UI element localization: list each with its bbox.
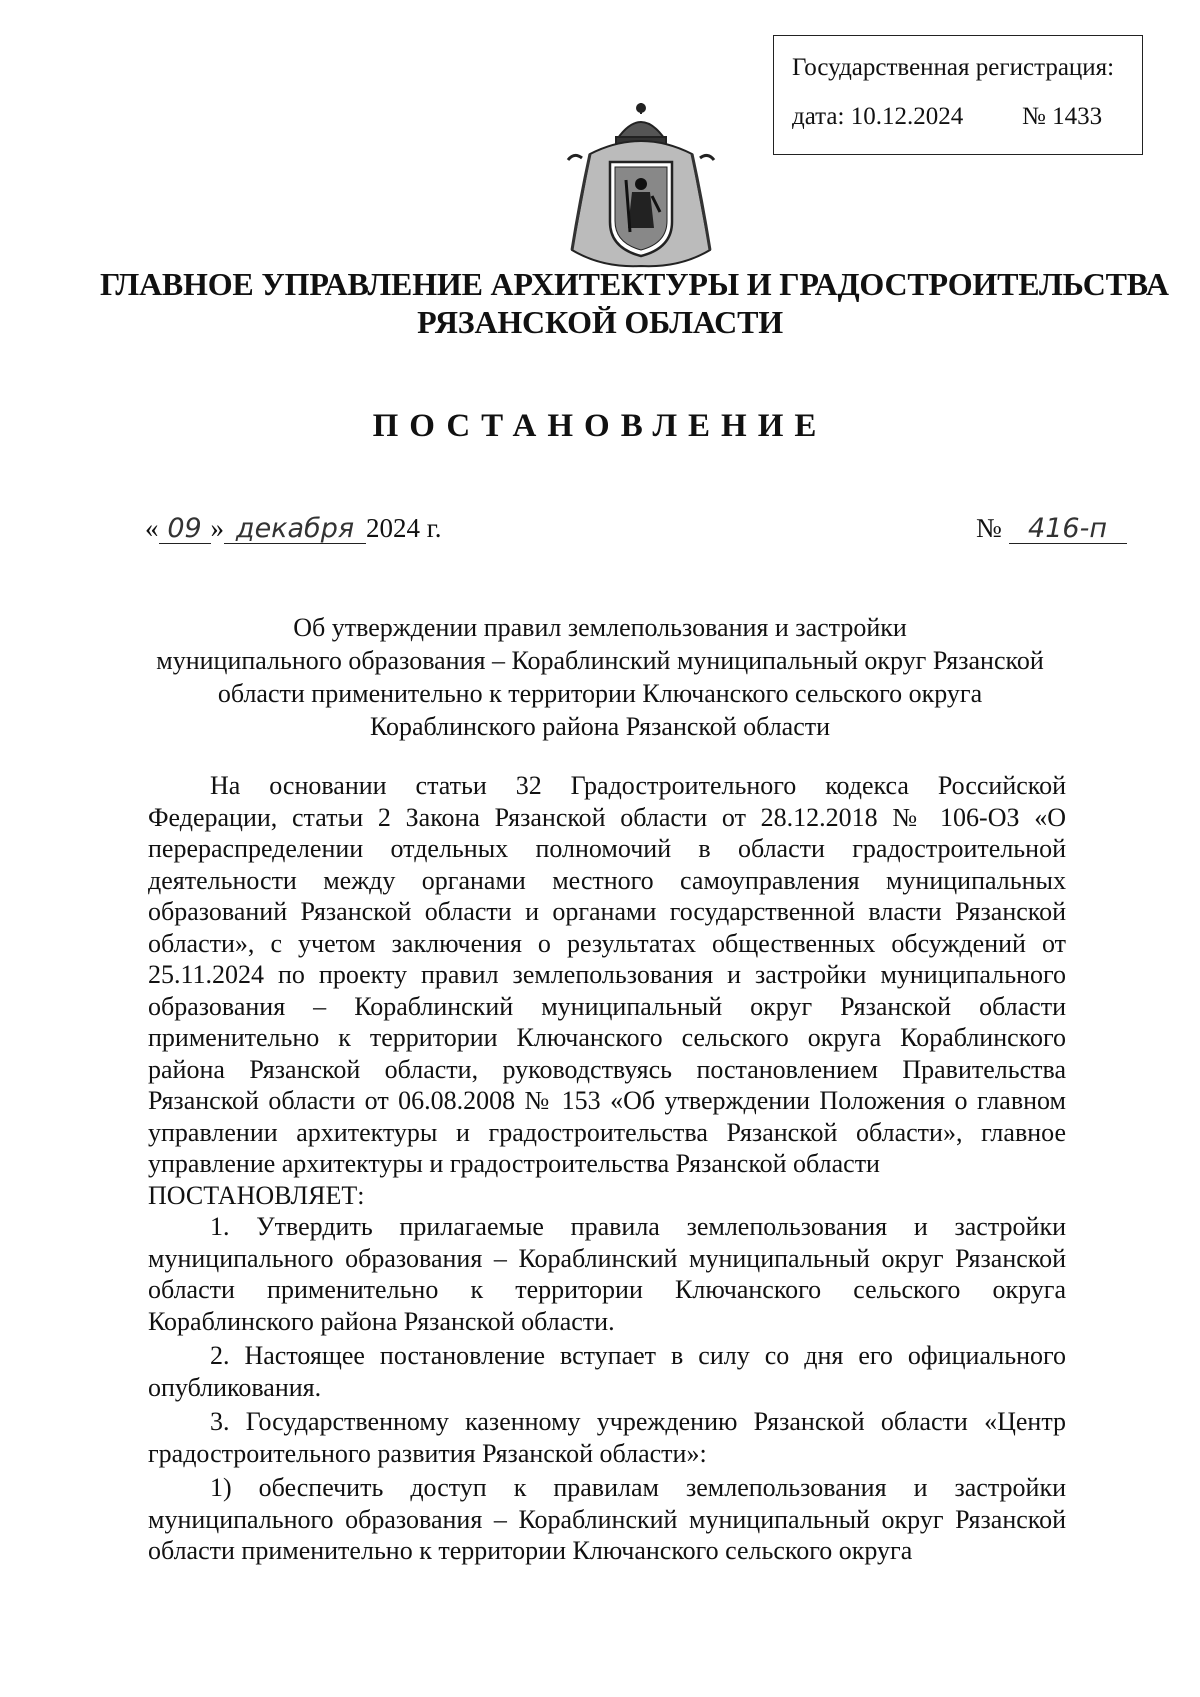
item-1-paragraph: 1. Утвердить прилагаемые правила землепользования и застройки муниципального образования – Кораблинский муниципальный округ Рязанской области применительно к территории Ключанского сельского округа Кораблинского района Рязанской области.	[148, 1212, 1066, 1336]
decree-month: декабря	[224, 515, 366, 544]
registration-number: № 1433	[1022, 103, 1103, 130]
registration-stamp	[773, 35, 1143, 155]
decree-date	[145, 513, 442, 544]
quote-close: »	[210, 513, 224, 543]
organization-name-line2: РЯЗАНСКОЙ ОБЛАСТИ	[417, 304, 783, 340]
number-sign: №	[976, 513, 1002, 543]
item-3-1-paragraph: 1) обеспечить доступ к правилам землепользования и застройки муниципального образования – Кораблинский муниципальный округ Рязанской области применительно к территории Ключанского сельского округа	[148, 1473, 1066, 1565]
subject-line3: области применительно к территории Ключанского сельского округа	[217, 679, 983, 708]
resolves-heading: ПОСТАНОВЛЯЕТ:	[148, 1180, 365, 1210]
organization-name-line1: ГЛАВНОЕ УПРАВЛЕНИЕ АРХИТЕКТУРЫ И ГРАДОСТРОИТЕЛЬСТВА	[100, 266, 1169, 302]
decree-number: 416-п	[1009, 515, 1127, 544]
decree-day: 09	[159, 515, 211, 544]
item-3-paragraph: 3. Государственному казенному учреждению Рязанской области «Центр градостроительного развития Рязанской области»:	[148, 1407, 1066, 1468]
organization-name	[100, 265, 1169, 341]
preamble-paragraph: На основании статьи 32 Градостроительного кодекса Российской Федерации, статьи 2 Закона Рязанской области от 28.12.2018 № 106-ОЗ «О перераспределении отдельных полномочий в области градостроительной деятельности между органами местного самоуправления муниципальных образований Рязанской области и органами государственной власти Рязанской области», с учетом заключения о результатах общественных обсуждений от 25.11.2024 по проекту правил землепользования и застройки муниципального образования – Кораблинский муниципальный округ Рязанской области применительно к территории Ключанского сельского округа Кораблинского района Рязанской области, руководствуясь постановлением Правительства Рязанской области от 06.08.2008 № 153 «Об утверждении Положения о главном управлении архитектуры и градостроительства Рязанской области», главное управление архитектуры и градостроительства Рязанской области	[148, 771, 1066, 1178]
subject-line1: Об утверждении правил землепользования и застройки	[293, 613, 907, 642]
subject-line4: Кораблинского района Рязанской области	[369, 712, 831, 741]
document-body	[148, 770, 1066, 1567]
subject-line2: муниципального образования – Кораблинский муниципальный округ Рязанской	[156, 646, 1044, 675]
registration-date: дата: 10.12.2024	[792, 103, 964, 130]
coat-of-arms-icon	[560, 100, 722, 272]
decree-year: 2024 г.	[366, 513, 442, 543]
document-type: ПОСТАНОВЛЕНИЕ	[372, 408, 828, 444]
item-2-paragraph: 2. Настоящее постановление вступает в силу со дня его официального опубликования.	[148, 1341, 1066, 1402]
registration-title: Государственная регистрация:	[792, 54, 1115, 81]
quote-open: «	[145, 513, 159, 543]
decree-number-block	[976, 513, 1127, 544]
document-subject	[120, 611, 1080, 743]
